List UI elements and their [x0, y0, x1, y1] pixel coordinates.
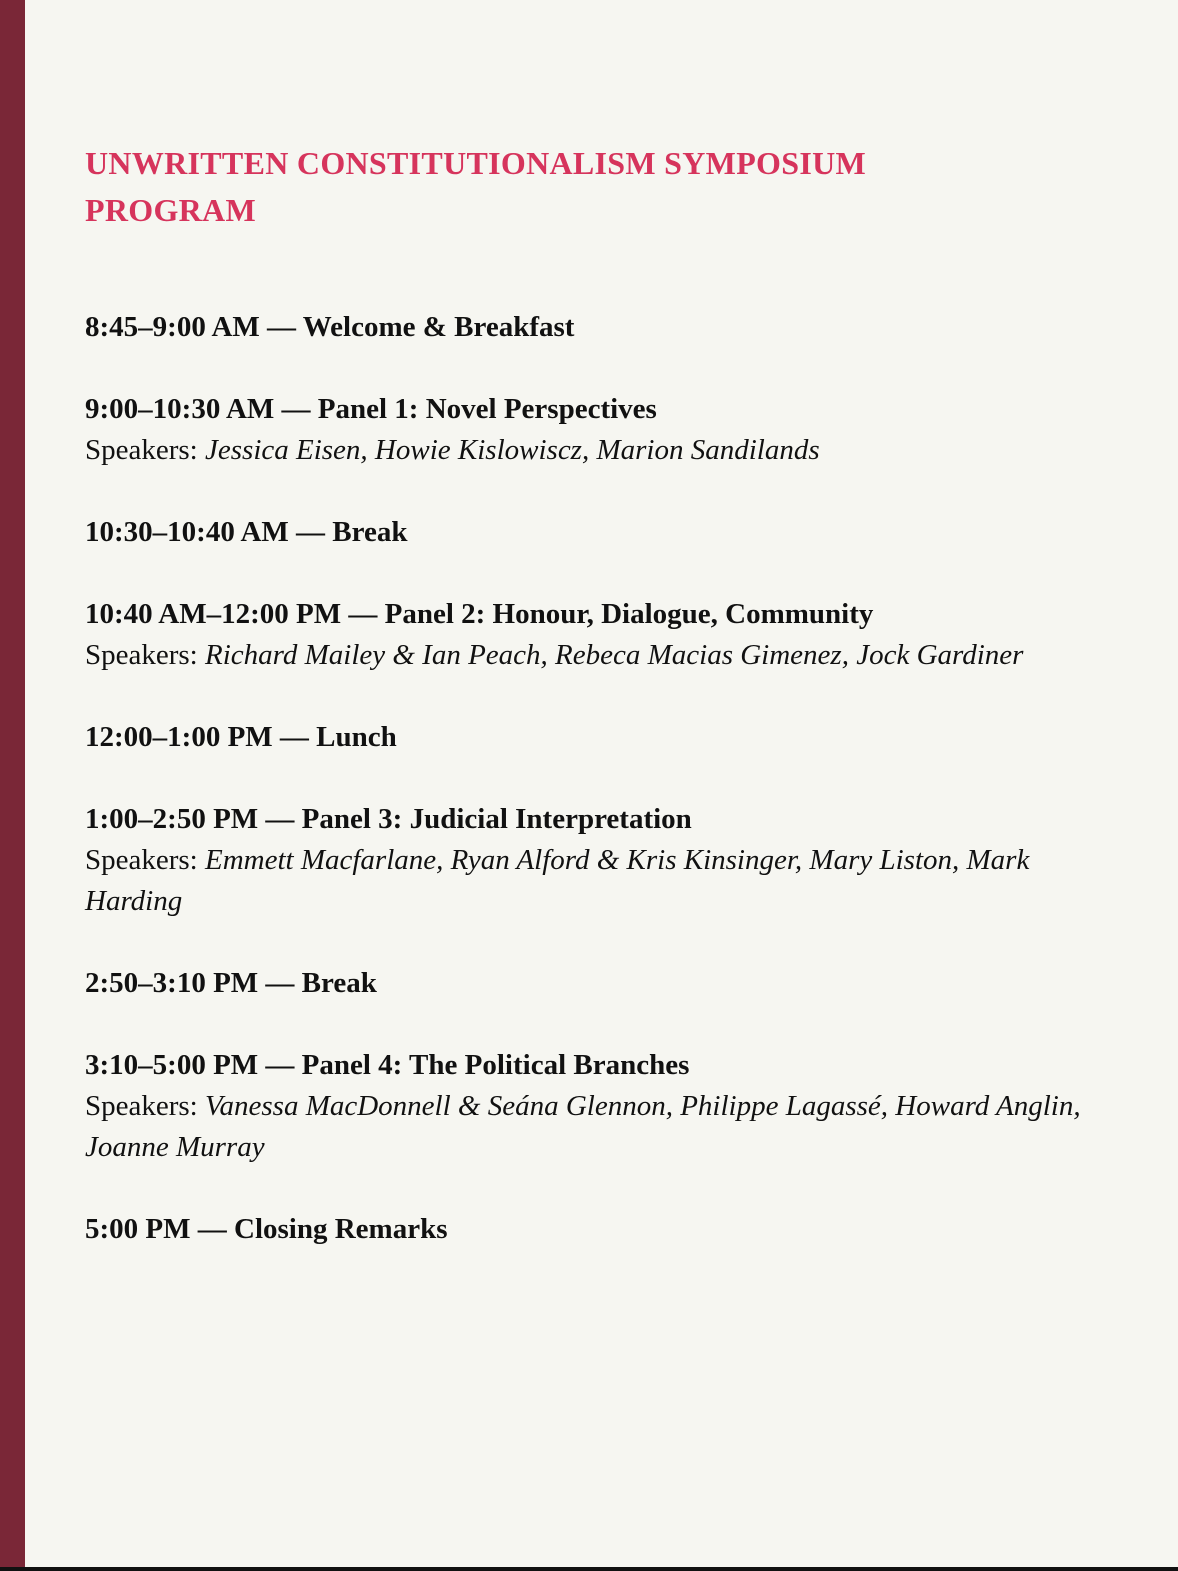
session-time: 10:40 AM–12:00 PM — [85, 598, 342, 630]
speaker-names: Richard Mailey & Ian Peach, Rebeca Macias Gimenez, Jock Gardiner — [205, 639, 1024, 671]
session-title: Closing Remarks — [234, 1213, 448, 1245]
schedule-heading — [85, 594, 1085, 635]
document-title-line-1: UNWRITTEN CONSTITUTIONALISM SYMPOSIUM — [85, 145, 866, 181]
session-title: Panel 1: Novel Perspectives — [317, 393, 657, 425]
schedule-entry-closing — [85, 1209, 1085, 1250]
session-time: 12:00–1:00 PM — [85, 721, 273, 753]
document-title — [85, 140, 1085, 234]
schedule-entry-break-2 — [85, 963, 1085, 1004]
session-time: 9:00–10:30 AM — [85, 393, 275, 425]
schedule-heading — [85, 389, 1085, 430]
session-time: 2:50–3:10 PM — [85, 967, 259, 999]
speaker-names: Emmett Macfarlane, Ryan Alford & Kris Kinsinger, Mary Liston, Mark Harding — [85, 844, 1030, 917]
schedule-entry-panel-1 — [85, 389, 1085, 471]
schedule-entry-panel-2 — [85, 594, 1085, 676]
session-separator: — — [258, 967, 302, 999]
speakers-label: Speakers: — [85, 434, 205, 466]
schedule-list — [85, 307, 1085, 1250]
session-title: Panel 3: Judicial Interpretation — [301, 803, 692, 835]
session-time: 8:45–9:00 AM — [85, 311, 260, 343]
schedule-entry-panel-4 — [85, 1045, 1085, 1168]
speaker-names: Jessica Eisen, Howie Kislowiscz, Marion Sandilands — [205, 434, 820, 466]
session-title: Break — [332, 516, 408, 548]
schedule-entry-panel-3 — [85, 799, 1085, 922]
session-separator: — — [258, 1049, 302, 1081]
session-title: Panel 4: The Political Branches — [301, 1049, 690, 1081]
session-separator: — — [288, 516, 333, 548]
speakers-line — [85, 840, 1085, 922]
schedule-entry-lunch — [85, 717, 1085, 758]
schedule-heading — [85, 799, 1085, 840]
session-title: Welcome & Breakfast — [302, 311, 575, 343]
schedule-heading — [85, 963, 1085, 1004]
speakers-line — [85, 1086, 1085, 1168]
speakers-label: Speakers: — [85, 1090, 205, 1122]
speakers-line — [85, 430, 1085, 471]
program-document — [85, 140, 1085, 1291]
session-separator: — — [190, 1213, 234, 1245]
session-title: Break — [301, 967, 377, 999]
session-separator: — — [274, 393, 318, 425]
session-time: 3:10–5:00 PM — [85, 1049, 259, 1081]
speakers-line — [85, 635, 1085, 676]
left-accent-bar — [0, 0, 25, 1571]
schedule-entry-welcome — [85, 307, 1085, 348]
speakers-label: Speakers: — [85, 639, 205, 671]
session-separator: — — [341, 598, 385, 630]
document-title-line-2: PROGRAM — [85, 192, 256, 228]
session-title: Panel 2: Honour, Dialogue, Community — [384, 598, 874, 630]
schedule-heading — [85, 1209, 1085, 1250]
schedule-heading — [85, 307, 1085, 348]
session-time: 1:00–2:50 PM — [85, 803, 259, 835]
schedule-heading — [85, 717, 1085, 758]
schedule-entry-break-1 — [85, 512, 1085, 553]
session-separator: — — [272, 721, 317, 753]
schedule-heading — [85, 512, 1085, 553]
schedule-heading — [85, 1045, 1085, 1086]
session-title: Lunch — [316, 721, 397, 753]
session-separator: — — [259, 311, 303, 343]
session-separator: — — [258, 803, 302, 835]
speakers-label: Speakers: — [85, 844, 205, 876]
session-time: 5:00 PM — [85, 1213, 191, 1245]
speaker-names: Vanessa MacDonnell & Seána Glennon, Philippe Lagassé, Howard Anglin, Joanne Murray — [85, 1090, 1081, 1163]
session-time: 10:30–10:40 AM — [85, 516, 289, 548]
bottom-border — [0, 1567, 1178, 1571]
